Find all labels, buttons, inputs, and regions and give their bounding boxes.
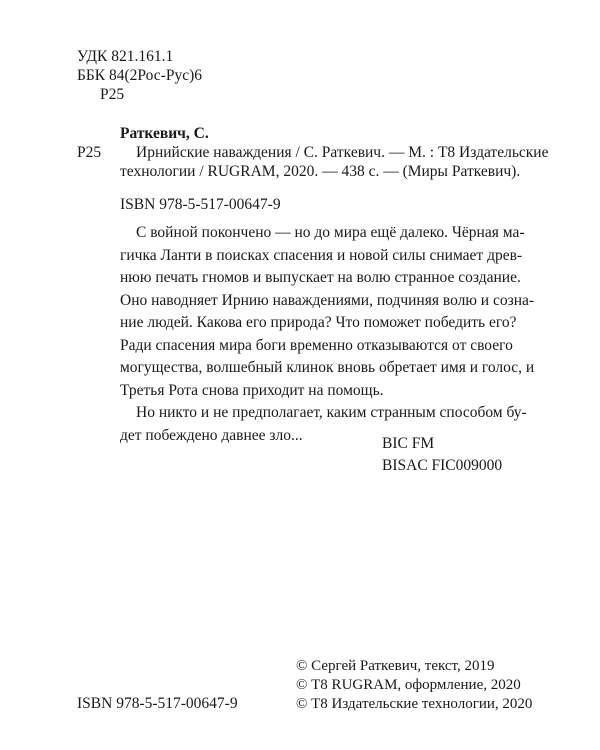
copyright-line: © Сергей Раткевич, текст, 2019 (296, 658, 495, 674)
author-mark: Р25 (77, 144, 102, 161)
bisac-code: BISAC FIC009000 (382, 457, 503, 474)
bbk-code: ББК 84(2Рос-Рус)6 (77, 67, 202, 84)
bibliographic-description (120, 143, 549, 181)
copyright-block (296, 657, 532, 714)
copyright-line: © Т8 RUGRAM, оформление, 2020 (296, 677, 521, 693)
description-line: Ирнийские наваждения / С. Раткевич. — М. : Т8 Издательские (136, 144, 549, 161)
annotation-line: Ради спасения мира боги временно отказываются от своего (120, 336, 513, 354)
udk-code: УДК 821.161.1 (77, 48, 174, 65)
author-name: Раткевич, С. (120, 125, 209, 142)
author-mark-top: Р25 (100, 86, 125, 103)
bic-code: BIC FM (382, 435, 435, 452)
copyright-line: © Т8 Издательские технологии, 2020 (296, 696, 533, 712)
annotation-line: Оно наводняет Ирнию наваждениями, подчиняя волю и созна- (120, 291, 535, 309)
annotation-line: С войной покончено — но до мира ещё далеко. Чёрная ма- (136, 224, 525, 241)
isbn-footer: ISBN 978-5-517-00647-9 (77, 695, 238, 712)
annotation-line: дет побеждено давнее зло... (120, 426, 303, 444)
description-line: технологии / RUGRAM, 2020. — 438 с. — (Миры Раткевич). (120, 163, 521, 180)
annotation-line: гичка Ланти в поисках спасения и новой силы снимает древ- (120, 246, 523, 264)
annotation (120, 222, 535, 447)
annotation-line: ние людей. Какова его природа? Что поможет победить его? (120, 314, 517, 331)
annotation-line: нюю печать гномов и выпускает на волю странное создание. (120, 269, 521, 286)
classification-codes (382, 433, 502, 477)
isbn-main: ISBN 978-5-517-00647-9 (120, 196, 281, 213)
annotation-line: Третья Рота снова приходит на помощь. (120, 381, 384, 399)
annotation-line: могущества, волшебный клинок вновь обретает имя и голос, и (120, 359, 535, 376)
annotation-line: Но никто и не предполагает, каким странным способом бу- (136, 404, 527, 421)
